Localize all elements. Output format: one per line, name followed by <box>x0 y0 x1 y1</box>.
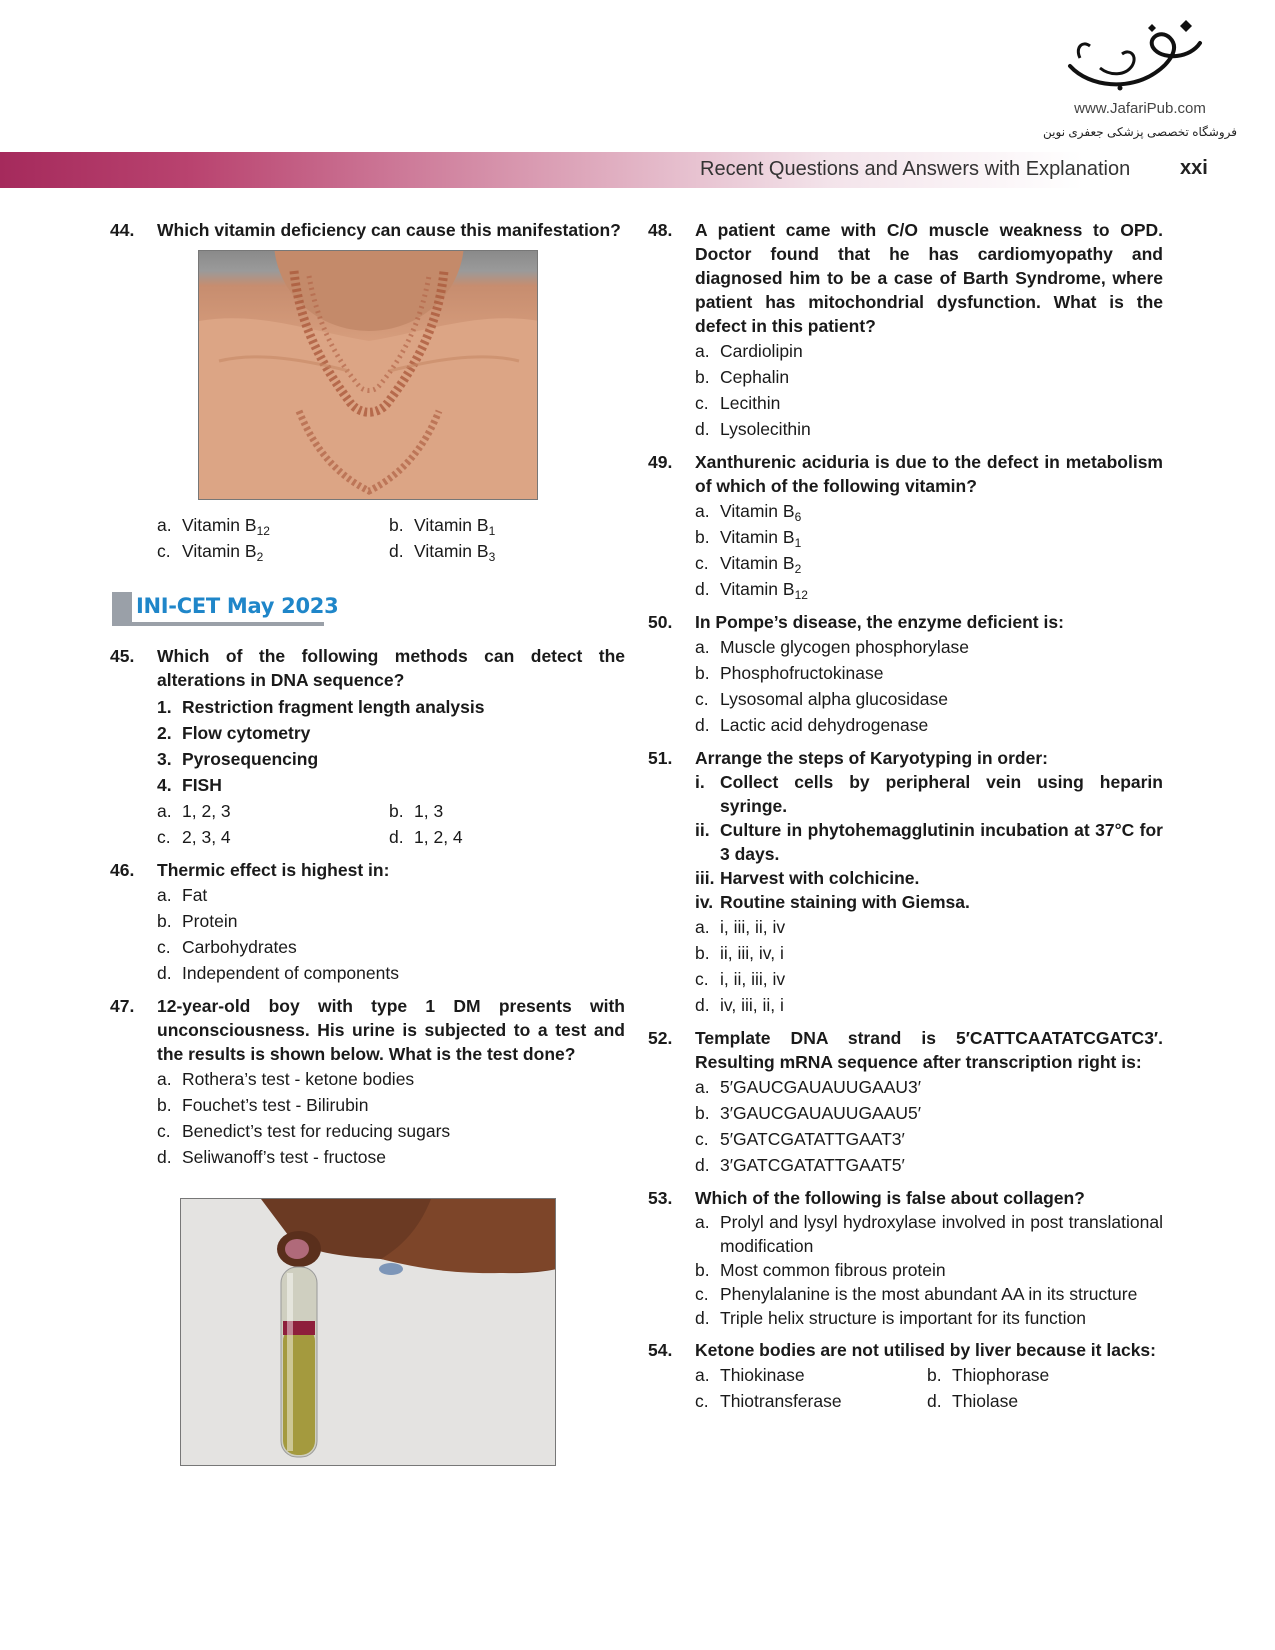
q48-option-c: c. Lecithin <box>695 393 781 413</box>
pellagra-neck-illustration <box>199 251 538 500</box>
q44-options <box>157 512 625 564</box>
question-46: 46. Thermic effect is highest in: <box>110 860 390 880</box>
q54-option-b: b. Thiophorase <box>927 1365 1050 1385</box>
rothera-test-tube-illustration <box>181 1199 556 1466</box>
question-45: 45. Which of the following methods can detect the alterations in DNA sequence? <box>110 646 625 690</box>
q47-option-b: b. Fouchet’s test - Bilirubin <box>157 1095 369 1115</box>
q54-option-d: d. Thiolase <box>927 1391 1019 1411</box>
question-44: 44. Which vitamin deficiency can cause this manifestation? <box>110 220 621 240</box>
q44-option-a: a. Vitamin $B_{12}$ <box>157 515 270 538</box>
q46-option-a: a. Fat <box>157 885 208 905</box>
q49-option-c: c. Vitamin $B_2$ <box>695 553 802 576</box>
neck-rash-photo <box>198 250 538 500</box>
page-number: xxi <box>1180 157 1208 179</box>
publisher-tagline: فروشگاه تخصصی پزشکی جعفری نوین <box>1043 125 1237 139</box>
right-column <box>648 218 1163 1414</box>
q44-option-b: b. Vitamin $B_1$ <box>389 515 496 538</box>
q50-option-c: c. Lysosomal alpha glucosidase <box>695 689 948 709</box>
left-column <box>110 218 625 1466</box>
question-51: 51. Arrange the steps of Karyotyping in order: <box>648 748 1048 768</box>
publisher-url: www.JafariPub.com <box>1074 100 1206 117</box>
q51-option-b: b. ii, iii, iv, i <box>695 943 784 963</box>
q45-option-c: c. 2, 3, 4 <box>157 827 231 847</box>
q52-options <box>695 1074 1163 1178</box>
list-item: i. Collect cells by peripheral vein using heparin syringe. <box>695 772 1163 816</box>
q48-options <box>695 338 1163 442</box>
q47-option-d: d. Seliwanoff’s test - fructose <box>157 1147 386 1167</box>
question-50: 50. In Pompe’s disease, the enzyme deficient is: <box>648 612 1064 632</box>
q46-option-d: d. Independent of components <box>157 963 399 983</box>
q47-option-a: a. Rothera’s test - ketone bodies <box>157 1069 415 1089</box>
q54-option-c: c. Thiotransferase <box>695 1391 842 1411</box>
question-48: 48. A patient came with C/O muscle weakness to OPD. Doctor found that he has cardiomyopathy and diagnosed him to be a case of Barth Syndrome, where patient has mitochondrial dysfunction. What is the defect in this patient? <box>648 220 1163 336</box>
question-49: 49. Xanthurenic aciduria is due to the defect in metabolism of which of the following vitamin? <box>648 452 1163 496</box>
q50-option-b: b. Phosphofructokinase <box>695 663 884 683</box>
question-52: 52. Template DNA strand is 5′CATTCAATATCGATC3′. Resulting mRNA sequence after transcription right is: <box>648 1028 1163 1072</box>
q45-option-d: d. 1, 2, 4 <box>389 827 463 847</box>
q46-option-b: b. Protein <box>157 911 238 931</box>
list-item: 3. Pyrosequencing <box>157 749 319 769</box>
q48-option-b: b. Cephalin <box>695 367 790 387</box>
q54-options <box>695 1362 1163 1414</box>
q54-option-a: a. Thiokinase <box>695 1365 805 1385</box>
q51-option-a: a. i, iii, ii, iv <box>695 917 786 937</box>
q53-option-c: c. Phenylalanine is the most abundant AA in its structure <box>695 1284 1138 1304</box>
q52-option-c: c. 5′GATCGATATTGAAT3′ <box>695 1129 905 1149</box>
list-item: ii. Culture in phytohemagglutinin incubation at 37°C for 3 days. <box>695 820 1163 864</box>
q48-option-a: a. Cardiolipin <box>695 341 803 361</box>
q53-option-d: d. Triple helix structure is important for its function <box>695 1308 1087 1328</box>
q44-option-d: d. Vitamin $B_3$ <box>389 541 496 564</box>
q51-options <box>695 914 1163 1018</box>
q49-option-a: a. Vitamin $B_6$ <box>695 501 802 524</box>
q52-option-a: a. 5′GAUCGAUAUUGAAU3′ <box>695 1077 922 1097</box>
q47-options <box>157 1066 625 1170</box>
q44-option-c: c. Vitamin $B_2$ <box>157 541 264 564</box>
q52-option-d: d. 3′GATCGATATTGAAT5′ <box>695 1155 905 1175</box>
q46-option-c: c. Carbohydrates <box>157 937 297 957</box>
question-53: 53. Which of the following is false about collagen? <box>648 1188 1085 1208</box>
q53-option-b: b. Most common fibrous protein <box>695 1260 946 1280</box>
q47-option-c: c. Benedict’s test for reducing sugars <box>157 1121 451 1141</box>
question-54: 54. Ketone bodies are not utilised by liver because it lacks: <box>648 1340 1156 1360</box>
q49-option-d: d. Vitamin $B_{12}$ <box>695 579 808 602</box>
q53-options <box>695 1210 1163 1330</box>
list-item: 4. FISH <box>157 775 222 795</box>
list-item: iv. Routine staining with Giemsa. <box>695 892 970 912</box>
running-title: Recent Questions and Answers with Explanation <box>700 158 1131 180</box>
test-tube-photo <box>180 1198 556 1466</box>
publisher-logo <box>1040 18 1240 138</box>
q45-option-a: a. 1, 2, 3 <box>157 801 231 821</box>
q48-option-d: d. Lysolecithin <box>695 419 811 439</box>
q45-items <box>157 694 625 798</box>
list-item: iii. Harvest with colchicine. <box>695 868 920 888</box>
list-item: 2. Flow cytometry <box>157 723 311 743</box>
list-item: 1. Restriction fragment length analysis <box>157 697 485 717</box>
q52-option-b: b. 3′GAUCGAUAUUGAAU5′ <box>695 1103 922 1123</box>
q49-option-b: b. Vitamin $B_1$ <box>695 527 802 550</box>
q50-options <box>695 634 1163 738</box>
q46-options <box>157 882 625 986</box>
section-heading: INI-CET May 2023 <box>112 590 625 630</box>
question-47: 47. 12-year-old boy with type 1 DM presents with unconsciousness. His urine is subjected to a test and the results is shown below. What is the test done? <box>110 996 625 1064</box>
q49-options <box>695 498 1163 602</box>
q45-option-b: b. 1, 3 <box>389 801 444 821</box>
q50-option-d: d. Lactic acid dehydrogenase <box>695 715 929 735</box>
q51-items <box>695 770 1163 914</box>
q45-options <box>157 798 625 850</box>
q51-option-d: d. iv, iii, ii, i <box>695 995 784 1015</box>
q51-option-c: c. i, ii, iii, iv <box>695 969 786 989</box>
q50-option-a: a. Muscle glycogen phosphorylase <box>695 637 970 657</box>
q53-option-a: a. Prolyl and lysyl hydroxylase involved in post translational modification <box>695 1212 1163 1256</box>
calligraphy-logo-icon <box>1060 18 1220 98</box>
